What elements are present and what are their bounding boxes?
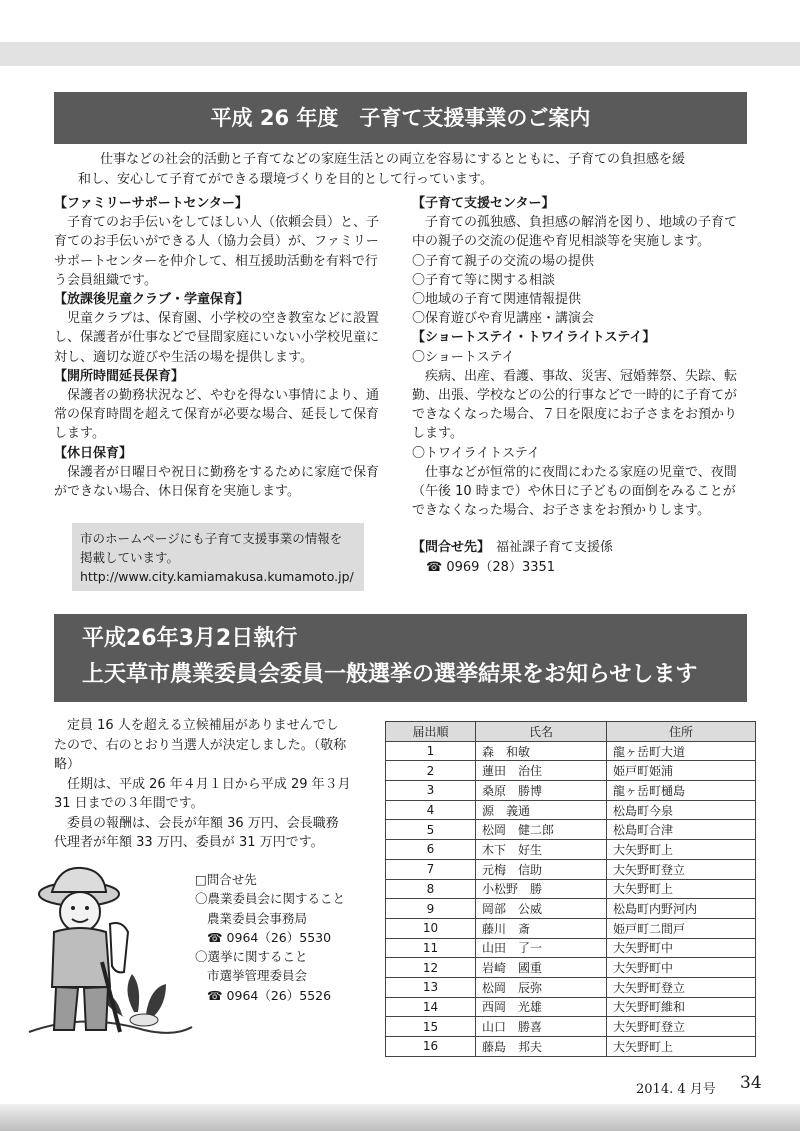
cell-name: 藤島 邦夫 <box>476 1037 607 1057</box>
contact-dept: 農業委員会事務局 <box>207 910 308 926</box>
hp-line: 掲載しています。 <box>80 550 180 565</box>
support-item: 〇保育遊びや育児講座・講演会 <box>412 311 595 327</box>
cell-order: 1 <box>386 741 476 761</box>
cell-name: 山口 勝喜 <box>476 1017 607 1037</box>
cell-name: 松岡 健二郎 <box>476 820 607 840</box>
table-header-row <box>386 722 756 742</box>
homepage-url-link[interactable]: http://www.city.kamiamakusa.kumamoto.jp/ <box>80 569 354 584</box>
after-school-club-heading: 【放課後児童クラブ・学童保育】 <box>54 292 250 308</box>
cell-name: 木下 好生 <box>476 840 607 860</box>
extended-hours-heading: 【開所時間延長保育】 <box>54 368 185 384</box>
body-line: し、保護者が仕事などで昼間家庭にいない小学校児童に <box>54 330 380 346</box>
table-row <box>386 1017 756 1037</box>
body-line: 育てのお手伝いができる人（協力会員）が、ファミリー <box>54 234 379 250</box>
body-line: う会員組織です。 <box>54 272 157 288</box>
cell-name: 森 和敏 <box>476 741 607 761</box>
cell-order: 7 <box>386 859 476 879</box>
cell-address: 大矢野町上 <box>607 879 756 899</box>
table-row <box>386 977 756 997</box>
childcare-section-title: 平成 26 年度 子育て支援事業のご案内 <box>54 92 747 144</box>
cell-name: 桑原 勝博 <box>476 781 607 801</box>
cell-address: 松島町今泉 <box>607 800 756 820</box>
cell-address: 大矢野町上 <box>607 840 756 860</box>
cell-order: 12 <box>386 958 476 978</box>
cell-address: 松島町内野河内 <box>607 899 756 919</box>
cell-order: 6 <box>386 840 476 860</box>
body-line: 対し、適切な遊びや生活の場を提供します。 <box>54 349 313 365</box>
table-row <box>386 781 756 801</box>
cell-name: 松岡 辰弥 <box>476 977 607 997</box>
hp-line: 市のホームページにも子育て支援事業の情報を <box>80 531 343 546</box>
table-row <box>386 918 756 938</box>
cell-order: 5 <box>386 820 476 840</box>
table-row <box>386 820 756 840</box>
intro-line: 和し、安心して子育てができる環境づくりを目的として行っています。 <box>78 172 493 187</box>
body-line: できなくなった場合、７日を限度にお子さまをお預かり <box>412 407 738 423</box>
table-row <box>386 840 756 860</box>
support-item: 〇子育て等に関する相談 <box>412 272 556 288</box>
short-stay-heading: 【ショートステイ・トワイライトステイ】 <box>412 330 656 346</box>
cell-order: 2 <box>386 761 476 781</box>
cell-order: 3 <box>386 781 476 801</box>
holiday-care-heading: 【休日保育】 <box>54 445 133 461</box>
contact-item: 〇選挙に関すること <box>195 949 308 965</box>
contact-phone: ☎ 0964（26）5530 <box>207 929 332 945</box>
cell-address: 姫戸町二間戸 <box>607 918 756 938</box>
support-item: 〇地域の子育て関連情報提供 <box>412 292 582 308</box>
election-body <box>54 716 354 853</box>
short-stay-label: 〇ショートステイ <box>412 349 515 365</box>
cell-address: 龍ヶ岳町樋島 <box>607 781 756 801</box>
election-contact <box>195 870 345 1005</box>
cell-address: 大矢野町中 <box>607 958 756 978</box>
body-line: （午後 10 時まで）や休日に子どもの面倒をみることが <box>412 484 736 500</box>
page-number: 34 <box>740 1073 762 1093</box>
results-body <box>386 741 756 1056</box>
table-row <box>386 938 756 958</box>
cell-address: 大矢野町維和 <box>607 997 756 1017</box>
cell-name: 藤川 斎 <box>476 918 607 938</box>
cell-name: 源 義通 <box>476 800 607 820</box>
farmer-illustration <box>24 862 194 1042</box>
contact-phone: ☎ 0964（26）5526 <box>207 987 332 1003</box>
childcare-contact <box>412 538 613 578</box>
cell-order: 13 <box>386 977 476 997</box>
election-line: 略） <box>54 757 81 772</box>
body-line: 仕事などが恒常的に夜間にわたる家庭の児童で、夜間 <box>425 464 737 480</box>
body-line: ができない場合、休日保育を実施します。 <box>54 484 300 500</box>
table-row <box>386 879 756 899</box>
cell-order: 15 <box>386 1017 476 1037</box>
body-line: します。 <box>54 426 105 442</box>
cell-order: 9 <box>386 899 476 919</box>
body-line: 疾病、出産、看護、事故、災害、冠婚葬祭、失踪、転 <box>425 368 738 384</box>
cell-address: 松島町合津 <box>607 820 756 840</box>
body-line: 保護者が日曜日や祝日に勤務をするために家庭で保育 <box>67 464 380 480</box>
election-title-line1: 平成26年3月2日執行 <box>82 626 298 651</box>
election-line: 代理者が年額 33 万円、委員が 31 万円です。 <box>54 835 324 850</box>
cell-order: 11 <box>386 938 476 958</box>
table-row <box>386 761 756 781</box>
cell-name: 小松野 勝 <box>476 879 607 899</box>
cell-address: 大矢野町登立 <box>607 1017 756 1037</box>
election-line: 31 日までの３年間です。 <box>54 796 204 811</box>
contact-dept: 市選挙管理委員会 <box>207 968 308 984</box>
childcare-intro <box>78 150 718 190</box>
table-row <box>386 997 756 1017</box>
cell-name: 岩崎 國重 <box>476 958 607 978</box>
body-line: サポートセンターを仲介して、相互援助活動を有料で行 <box>54 253 378 269</box>
election-title-line2: 上天草市農業委員会委員一般選挙の選挙結果をお知らせします <box>82 662 698 687</box>
election-line: たので、右のとおり当選人が決定しました。（敬称 <box>54 737 347 753</box>
cell-name: 山田 了一 <box>476 938 607 958</box>
body-line: 常の保育時間を超えて保育が必要な場合、延長して保育 <box>54 407 380 423</box>
cell-name: 西岡 光雄 <box>476 997 607 1017</box>
body-line: 子育ての孤独感、負担感の解消を図り、地域の子育て <box>425 215 738 231</box>
cell-order: 16 <box>386 1037 476 1057</box>
body-line: 勤、出張、学校などの公的行事などで一時的に子育てが <box>412 388 738 404</box>
table-row <box>386 859 756 879</box>
body-line: 子育てのお手伝いをしてほしい人（依頼会員）と、子 <box>67 215 380 231</box>
cell-address: 大矢野町登立 <box>607 859 756 879</box>
table-row <box>386 800 756 820</box>
cell-address: 龍ヶ岳町大道 <box>607 741 756 761</box>
column-header: 届出順 <box>386 722 476 742</box>
body-line: 保護者の勤務状況など、やむを得ない事情により、通 <box>67 388 380 404</box>
column-header: 住所 <box>607 722 756 742</box>
cell-order: 10 <box>386 918 476 938</box>
body-line: できなくなった場合、お子さまをお預かりします。 <box>412 503 710 519</box>
cell-name: 岡部 公威 <box>476 899 607 919</box>
top-band <box>0 42 800 66</box>
cell-address: 大矢野町上 <box>607 1037 756 1057</box>
cell-order: 4 <box>386 800 476 820</box>
election-line: 委員の報酬は、会長が年額 36 万円、会長職務 <box>67 815 339 831</box>
support-center-heading: 【子育て支援センター】 <box>412 196 555 211</box>
cell-name: 元梅 信助 <box>476 859 607 879</box>
contact-dept: 福祉課子育て支援係 <box>496 540 614 555</box>
election-line: 定員 16 人を超える立候補届がありませんでし <box>67 718 339 733</box>
election-contact-title: □問合せ先 <box>195 872 257 887</box>
support-item: 〇子育て親子の交流の場の提供 <box>412 253 595 269</box>
contact-item: 〇農業委員会に関すること <box>195 891 346 907</box>
cell-address: 大矢野町登立 <box>607 977 756 997</box>
body-line: します。 <box>412 426 463 442</box>
election-results-table <box>385 721 756 1057</box>
cell-name: 蓮田 治住 <box>476 761 607 781</box>
cell-order: 8 <box>386 879 476 899</box>
cell-order: 14 <box>386 997 476 1017</box>
homepage-info-box <box>72 523 364 591</box>
body-line: 中の親子の交流の促進や育児相談等を実施します。 <box>412 234 710 250</box>
table-row <box>386 1037 756 1057</box>
twilight-stay-label: 〇トワイライトステイ <box>412 445 540 461</box>
column-header: 氏名 <box>476 722 607 742</box>
bottom-band <box>0 1104 800 1131</box>
issue-label: 2014. 4 月号 <box>636 1082 716 1097</box>
election-section-title <box>54 614 747 702</box>
table-row <box>386 958 756 978</box>
childcare-right-column <box>412 194 752 520</box>
childcare-left-column <box>54 194 389 501</box>
table-row <box>386 899 756 919</box>
intro-line: 仕事などの社会的活動と子育てなどの家庭生活との両立を容易にするとともに、子育ての負担感を緩 <box>100 152 686 167</box>
contact-phone: ☎ 0969（28）3351 <box>426 560 556 575</box>
contact-label: 【問合せ先】 <box>412 540 491 555</box>
family-support-heading: 【ファミリーサポートセンター】 <box>54 196 248 211</box>
cell-address: 姫戸町姫浦 <box>607 761 756 781</box>
cell-address: 大矢野町中 <box>607 938 756 958</box>
election-line: 任期は、平成 26 年４月１日から平成 29 年３月 <box>67 776 351 792</box>
body-line: 児童クラブは、保育園、小学校の空き教室などに設置 <box>67 311 380 327</box>
table-row <box>386 741 756 761</box>
